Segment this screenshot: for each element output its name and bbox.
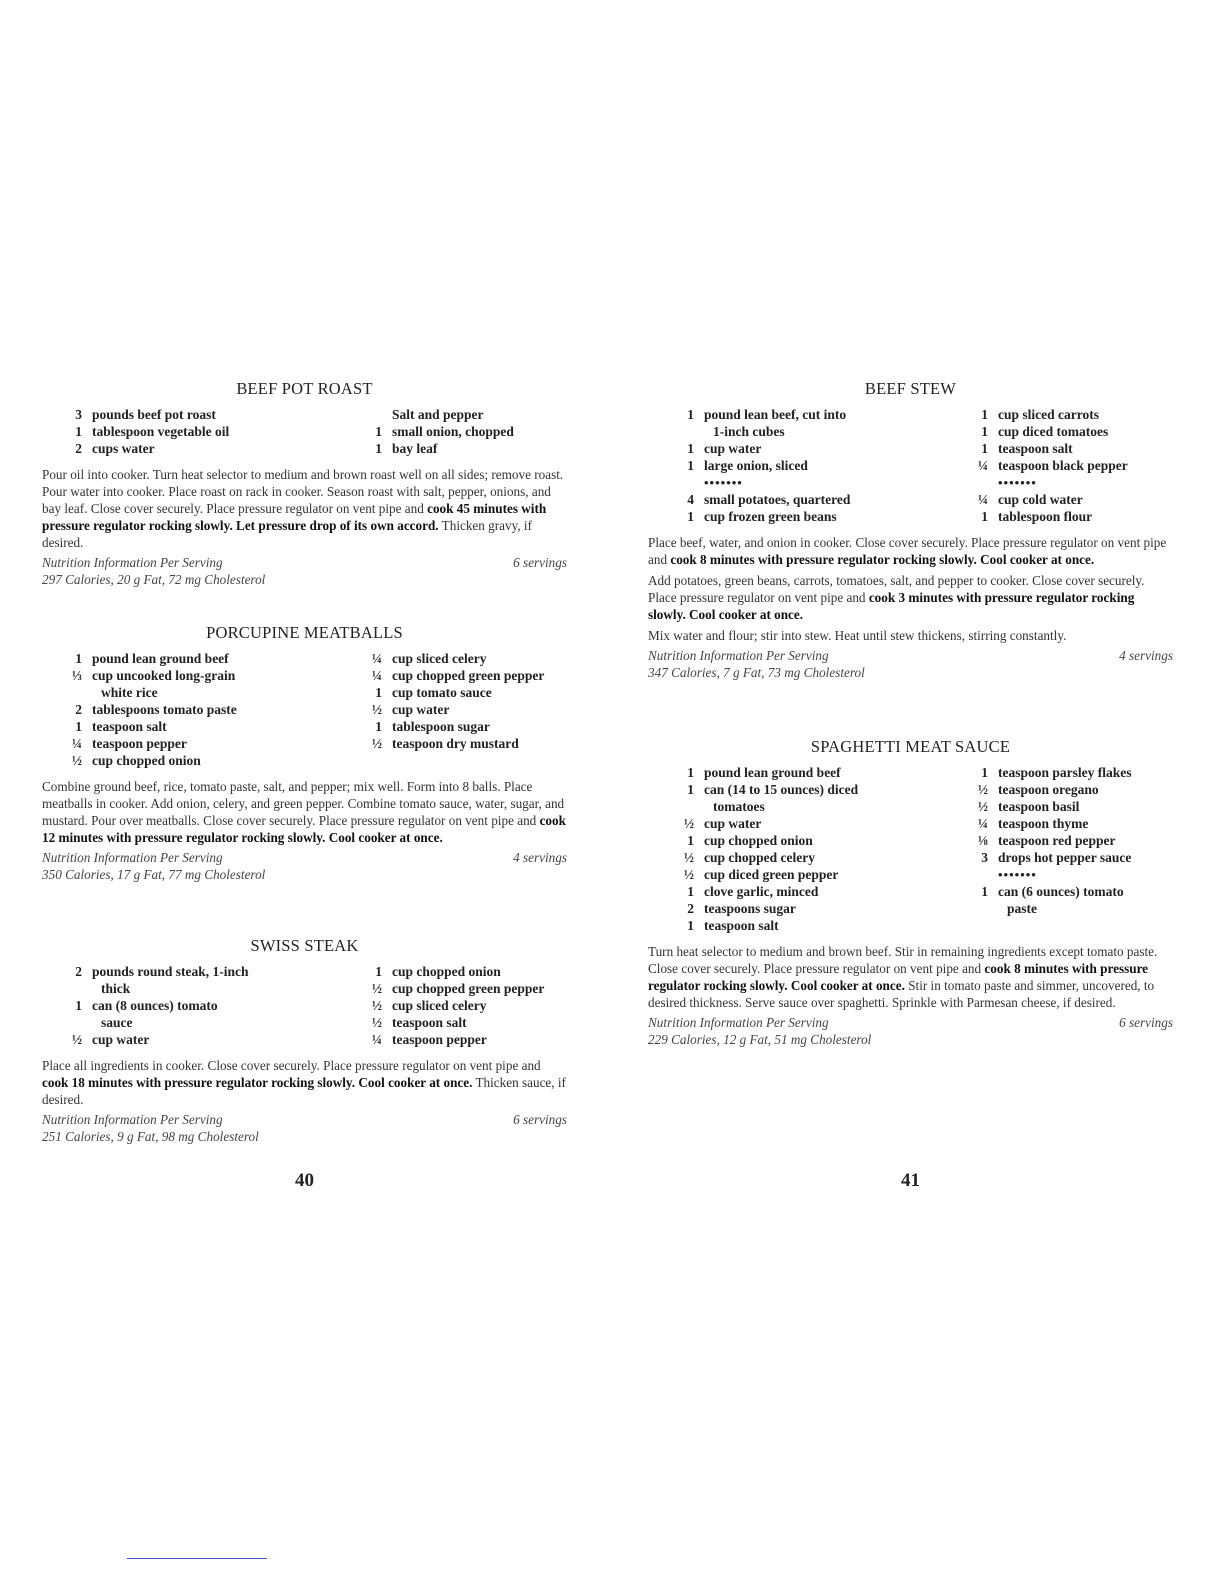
ingredient-item	[968, 781, 1173, 798]
ingredient-qty: 1	[687, 765, 694, 780]
ingredient-item	[968, 491, 1173, 508]
ingredient-name: cup chopped green pepper	[392, 981, 545, 996]
ingredient-item	[62, 997, 342, 1014]
directions-text: Place beef, water, and onion in cooker. Close cover securely. Place pressure regulator on vent pipe and	[648, 535, 1167, 567]
directions-text: Turn heat selector to medium and brown beef. Stir in remaining ingredients except tomato paste. Close cover securely. Place pressure regulator on vent pipe and	[648, 944, 1158, 976]
ingredient-name: cup water	[392, 702, 450, 717]
ingredient-name: teaspoon black pepper	[998, 458, 1128, 473]
directions-text: Thicken gravy, if desired.	[42, 518, 532, 550]
ingredient-name: Salt and pepper	[392, 407, 484, 422]
ingredient-item	[362, 1031, 567, 1048]
ingredient-qty	[362, 406, 382, 423]
recipe-title: PORCUPINE MEATBALLS	[206, 623, 403, 642]
ingredient-name: teaspoon basil	[998, 799, 1080, 814]
ingredient-item	[62, 735, 342, 752]
ingredient-list	[648, 406, 1173, 525]
servings: 6 servings	[513, 1112, 567, 1127]
nutrition-label: Nutrition Information Per Serving	[648, 648, 829, 663]
ingredient-name: cups water	[92, 441, 155, 456]
ingredient-item	[674, 883, 944, 900]
nutrition-values: 297 Calories, 20 g Fat, 72 mg Cholesterol	[42, 571, 266, 587]
ingredient-name: can (8 ounces) tomato	[92, 998, 218, 1013]
directions-text: Add potatoes, green beans, carrots, tomatoes, salt, and pepper to cooker. Close cover securely. Place pressure regulator on vent pipe and	[648, 573, 1145, 605]
ingredient-item	[674, 815, 944, 832]
nutrition-header	[648, 1015, 1173, 1032]
ingredient-item	[674, 781, 944, 798]
ingredient-name: cup uncooked long-grain	[92, 668, 236, 683]
ingredient-name: tablespoon sugar	[392, 719, 490, 734]
ingredient-item	[968, 474, 1173, 491]
ingredient-name: white rice	[101, 685, 158, 700]
ingredient-qty: ½	[683, 850, 694, 865]
ingredient-item	[674, 917, 944, 934]
ingredient-qty: ½	[371, 981, 382, 996]
ingredient-name: cup chopped green pepper	[392, 668, 545, 683]
ingredient-item	[362, 440, 567, 457]
ingredient-name: tablespoon flour	[998, 509, 1093, 524]
ingredient-item	[62, 406, 342, 423]
recipe-title: SPAGHETTI MEAT SAUCE	[810, 737, 1011, 756]
ingredient-item	[362, 650, 567, 667]
ingredient-qty: 1	[981, 509, 988, 524]
ingredient-qty: ½	[71, 753, 82, 768]
ingredient-name: teaspoon oregano	[998, 782, 1099, 797]
recipe-title: SWISS STEAK	[250, 936, 359, 955]
ingredient-item	[362, 980, 567, 997]
recipe-directions	[648, 534, 1173, 568]
ingredient-qty: ¼	[371, 1032, 382, 1047]
nutrition-header	[42, 555, 567, 572]
ingredient-name: teaspoon salt	[998, 441, 1073, 456]
ingredient-qty: 1	[981, 441, 988, 456]
ingredient-qty: 2	[75, 441, 82, 456]
directions-bold: cook 45 minutes with pressure regulator rocking slowly. Let pressure drop of its own accord.	[42, 501, 547, 533]
ingredient-qty: 1	[75, 998, 82, 1013]
ingredient-item	[674, 832, 944, 849]
ingredient-name: large onion, sliced	[704, 458, 808, 473]
ingredient-qty	[968, 474, 988, 491]
nutrition-values: 251 Calories, 9 g Fat, 98 mg Cholesterol	[42, 1128, 259, 1144]
ingredient-qty: ¼	[371, 651, 382, 666]
ingredient-qty: 1	[375, 441, 382, 456]
ingredient-name: cup sliced celery	[392, 998, 487, 1013]
ingredient-qty: ½	[683, 867, 694, 882]
ingredient-name: teaspoon salt	[92, 719, 167, 734]
ingredient-name: pound lean beef, cut into	[704, 407, 847, 422]
ingredient-qty: 1	[75, 651, 82, 666]
ingredient-item	[674, 474, 944, 491]
servings: 4 servings	[513, 850, 567, 865]
ingredient-item	[968, 798, 1173, 815]
ingredient-name: small potatoes, quartered	[704, 492, 851, 507]
ingredient-item	[62, 440, 342, 457]
nutrition-info	[648, 1015, 1173, 1048]
directions-text: Thicken sauce, if desired.	[42, 1075, 566, 1107]
ingredient-qty: 2	[687, 901, 694, 916]
ingredient-qty: 2	[75, 964, 82, 979]
nutrition-label: Nutrition Information Per Serving	[42, 555, 223, 570]
recipe-spaghetti-meat-sauce	[648, 737, 1173, 1048]
directions-text: Place all ingredients in cooker. Close cover securely. Place pressure regulator on vent pipe and	[42, 1058, 541, 1073]
ingredient-name: teaspoon thyme	[998, 816, 1089, 831]
ingredient-item	[62, 701, 342, 718]
page-number: 41	[901, 1170, 920, 1191]
ingredient-name: teaspoon salt	[392, 1015, 467, 1030]
ingredient-item	[62, 423, 342, 440]
ingredient-name: teaspoon pepper	[92, 736, 187, 751]
ingredient-qty: 1	[75, 719, 82, 734]
ingredient-item	[362, 667, 567, 684]
ingredient-item	[968, 883, 1173, 900]
ingredient-name: bay leaf	[392, 441, 438, 456]
ingredient-name: cup cold water	[998, 492, 1083, 507]
ingredient-item	[362, 718, 567, 735]
ingredient-item	[362, 406, 567, 423]
servings: 4 servings	[1119, 648, 1173, 663]
ingredient-column	[342, 406, 567, 457]
ingredient-item	[968, 423, 1173, 440]
ingredient-qty: ¼	[71, 736, 82, 751]
ingredient-name: cup chopped celery	[704, 850, 815, 865]
ingredient-qty: 1	[981, 765, 988, 780]
nutrition-values: 229 Calories, 12 g Fat, 51 mg Cholesterol	[648, 1031, 872, 1047]
directions-text: Stir in tomato paste and simmer, uncovered, to desired thickness. Serve sauce over spaghetti. Sprinkle with Parmesan cheese, if desired.	[648, 978, 1155, 1010]
ingredient-qty: 1	[687, 509, 694, 524]
ingredient-list	[42, 650, 567, 769]
recipe-swiss-steak	[42, 936, 567, 1145]
ingredient-qty: ½	[71, 1032, 82, 1047]
ingredient-name: pound lean ground beef	[704, 765, 841, 780]
ingredient-name: paste	[1007, 901, 1037, 916]
ingredient-name: cup chopped onion	[392, 964, 501, 979]
servings: 6 servings	[1119, 1015, 1173, 1030]
ingredient-qty: 1	[375, 685, 382, 700]
ingredient-name: clove garlic, minced	[704, 884, 819, 899]
ingredient-name: cup frozen green beans	[704, 509, 837, 524]
ingredient-qty	[62, 1014, 82, 1031]
ingredient-name: cup chopped onion	[92, 753, 201, 768]
ingredient-name: teaspoon parsley flakes	[998, 765, 1132, 780]
nutrition-label: Nutrition Information Per Serving	[42, 1112, 223, 1127]
directions-text: Mix water and flour; stir into stew. Heat until stew thickens, stirring constantly.	[648, 628, 1067, 643]
ingredient-item	[362, 684, 567, 701]
ingredient-name: pounds round steak, 1-inch	[92, 964, 249, 979]
ingredient-name: teaspoons sugar	[704, 901, 796, 916]
ingredient-qty	[968, 900, 988, 917]
nutrition-values: 347 Calories, 7 g Fat, 73 mg Cholesterol	[648, 664, 865, 680]
ingredient-qty: 1	[687, 407, 694, 422]
ingredient-qty: ½	[371, 702, 382, 717]
ingredient-item	[62, 667, 342, 684]
ingredient-qty: 1	[687, 441, 694, 456]
directions-bold: cook 8 minutes with pressure regulator rocking slowly. Cool cooker at once.	[670, 552, 1095, 567]
ingredient-list	[42, 406, 567, 457]
ingredient-name: cup chopped onion	[704, 833, 813, 848]
ingredient-qty: 3	[981, 850, 988, 865]
recipe-directions	[42, 466, 567, 551]
page-number: 40	[295, 1170, 314, 1191]
ingredient-qty: 1	[687, 458, 694, 473]
ingredient-item	[968, 849, 1173, 866]
ingredient-qty	[968, 866, 988, 883]
ingredient-item	[62, 1031, 342, 1048]
ingredient-qty: 1	[375, 719, 382, 734]
ingredient-name: cup diced tomatoes	[998, 424, 1109, 439]
ingredient-name: thick	[101, 981, 131, 996]
ingredient-qty: ½	[371, 998, 382, 1013]
ingredient-item	[62, 1014, 342, 1031]
ingredient-item	[674, 491, 944, 508]
nutrition-info	[42, 850, 567, 883]
ingredient-item	[674, 508, 944, 525]
ingredient-column	[342, 650, 567, 769]
ingredient-qty: ¼	[977, 816, 988, 831]
ingredient-item	[62, 963, 342, 980]
ingredient-column	[42, 963, 342, 1048]
nutrition-info	[42, 1112, 567, 1145]
ingredient-qty	[62, 980, 82, 997]
ingredient-qty: ¼	[977, 492, 988, 507]
ingredient-name: can (6 ounces) tomato	[998, 884, 1124, 899]
recipe-beef-pot-roast	[42, 379, 567, 588]
ingredient-item	[62, 752, 342, 769]
ingredient-qty: ½	[977, 782, 988, 797]
ingredient-item	[674, 423, 944, 440]
directions-text: Pour oil into cooker. Turn heat selector to medium and brown roast well on all sides; remove roast. Pour water into cooker. Place roast on rack in cooker. Season roast with salt, pepper, onions, and bay leaf. Close cover securely. Place pressure regulator on vent pipe and	[42, 467, 564, 516]
ingredient-name: can (14 to 15 ounces) diced	[704, 782, 859, 797]
nutrition-label: Nutrition Information Per Serving	[648, 1015, 829, 1030]
ingredient-item	[674, 866, 944, 883]
ingredient-column	[648, 406, 944, 525]
ingredient-qty	[674, 423, 694, 440]
ingredient-qty: 1	[981, 424, 988, 439]
ingredient-qty	[674, 798, 694, 815]
ingredient-item	[674, 406, 944, 423]
recipe-beef-stew	[648, 379, 1173, 681]
ingredient-qty: 1	[75, 424, 82, 439]
directions-text: Combine ground beef, rice, tomato paste, salt, and pepper; mix well. Form into 8 balls. Place meatballs in cooker. Add onion, celery, and green pepper. Combine tomato sauce, water, sugar, and mustard. Pour over meatballs. Close cover securely. Place pressure regulator on vent pipe and	[42, 779, 565, 828]
ingredient-list	[648, 764, 1173, 934]
ingredient-item	[968, 900, 1173, 917]
nutrition-header	[42, 850, 567, 867]
ingredient-name: small onion, chopped	[392, 424, 514, 439]
separator-dots: •••••••	[704, 475, 743, 490]
ingredient-item	[968, 508, 1173, 525]
ingredient-qty: 4	[687, 492, 694, 507]
ingredient-item	[968, 832, 1173, 849]
ingredient-name: cup sliced celery	[392, 651, 487, 666]
ingredient-item	[362, 1014, 567, 1031]
ingredient-qty: ¼	[371, 668, 382, 683]
ingredient-name: teaspoon salt	[704, 918, 779, 933]
ingredient-item	[362, 997, 567, 1014]
recipe-directions	[42, 778, 567, 846]
ingredient-item	[62, 684, 342, 701]
ingredient-item	[968, 866, 1173, 883]
ingredient-qty: ½	[371, 736, 382, 751]
ingredient-qty: 1	[687, 884, 694, 899]
directions-bold: cook 3 minutes with pressure regulator rocking slowly. Cool cooker at once.	[648, 590, 1135, 622]
ingredient-name: cup diced green pepper	[704, 867, 839, 882]
nutrition-label: Nutrition Information Per Serving	[42, 850, 223, 865]
recipe-directions	[648, 943, 1173, 1011]
ingredient-item	[362, 735, 567, 752]
nutrition-header	[648, 648, 1173, 665]
ingredient-item	[674, 457, 944, 474]
ingredient-qty	[674, 474, 694, 491]
ingredient-qty: 1	[687, 918, 694, 933]
ingredient-qty: 1	[375, 424, 382, 439]
ingredient-name: tablespoons tomato paste	[92, 702, 237, 717]
footer-rule	[127, 1558, 267, 1559]
ingredient-name: tomatoes	[713, 799, 765, 814]
ingredient-item	[362, 701, 567, 718]
ingredient-item	[968, 764, 1173, 781]
ingredient-qty: 1	[687, 782, 694, 797]
recipe-directions	[648, 572, 1173, 623]
nutrition-info	[42, 555, 567, 588]
ingredient-column	[42, 406, 342, 457]
recipe-title: BEEF STEW	[864, 379, 957, 398]
ingredient-item	[362, 423, 567, 440]
ingredient-name: teaspoon pepper	[392, 1032, 487, 1047]
ingredient-name: cup sliced carrots	[998, 407, 1099, 422]
ingredient-item	[674, 764, 944, 781]
ingredient-item	[968, 457, 1173, 474]
servings: 6 servings	[513, 555, 567, 570]
ingredient-qty: ½	[977, 799, 988, 814]
ingredient-column	[944, 764, 1173, 934]
ingredient-qty: ½	[371, 1015, 382, 1030]
ingredient-qty: 1	[981, 407, 988, 422]
recipe-title: BEEF POT ROAST	[236, 379, 373, 398]
ingredient-item	[968, 406, 1173, 423]
ingredient-qty: ½	[683, 816, 694, 831]
ingredient-name: teaspoon red pepper	[998, 833, 1116, 848]
ingredient-item	[62, 718, 342, 735]
ingredient-qty	[62, 684, 82, 701]
ingredient-qty: 2	[75, 702, 82, 717]
ingredient-list	[42, 963, 567, 1048]
ingredient-item	[674, 849, 944, 866]
ingredient-name: cup water	[704, 816, 762, 831]
ingredient-qty: ¼	[977, 458, 988, 473]
ingredient-item	[674, 440, 944, 457]
ingredient-name: cup water	[704, 441, 762, 456]
nutrition-values: 350 Calories, 17 g Fat, 77 mg Cholesterol	[42, 866, 266, 882]
ingredient-name: cup tomato sauce	[392, 685, 492, 700]
ingredient-qty: ⅓	[71, 668, 82, 683]
ingredient-item	[62, 650, 342, 667]
ingredient-name: pound lean ground beef	[92, 651, 229, 666]
ingredient-item	[674, 900, 944, 917]
ingredient-name: cup water	[92, 1032, 150, 1047]
ingredient-name: sauce	[101, 1015, 133, 1030]
ingredient-column	[648, 764, 944, 934]
ingredient-column	[342, 963, 567, 1048]
nutrition-header	[42, 1112, 567, 1129]
recipe-directions	[648, 627, 1173, 644]
ingredient-qty: 3	[75, 407, 82, 422]
ingredient-item	[968, 440, 1173, 457]
separator-dots: •••••••	[998, 867, 1037, 882]
ingredient-item	[968, 815, 1173, 832]
ingredient-name: pounds beef pot roast	[92, 407, 216, 422]
ingredient-name: teaspoon dry mustard	[392, 736, 519, 751]
ingredient-column	[944, 406, 1173, 525]
ingredient-column	[42, 650, 342, 769]
ingredient-name: tablespoon vegetable oil	[92, 424, 230, 439]
ingredient-qty: ⅛	[977, 833, 988, 848]
ingredient-qty: 1	[687, 833, 694, 848]
ingredient-qty: 1	[981, 884, 988, 899]
directions-bold: cook 8 minutes with pressure regulator rocking slowly. Cool cooker at once.	[648, 961, 1149, 993]
ingredient-item	[362, 963, 567, 980]
ingredient-name: 1-inch cubes	[713, 424, 785, 439]
directions-bold: cook 12 minutes with pressure regulator rocking slowly. Cool cooker at once.	[42, 813, 566, 845]
ingredient-item	[62, 980, 342, 997]
recipe-porcupine-meatballs	[42, 623, 567, 883]
ingredient-item	[674, 798, 944, 815]
recipe-directions	[42, 1057, 567, 1108]
ingredient-qty: 1	[375, 964, 382, 979]
ingredient-name: drops hot pepper sauce	[998, 850, 1132, 865]
nutrition-info	[648, 648, 1173, 681]
separator-dots: •••••••	[998, 475, 1037, 490]
directions-bold: cook 18 minutes with pressure regulator rocking slowly. Cool cooker at once.	[42, 1075, 473, 1090]
